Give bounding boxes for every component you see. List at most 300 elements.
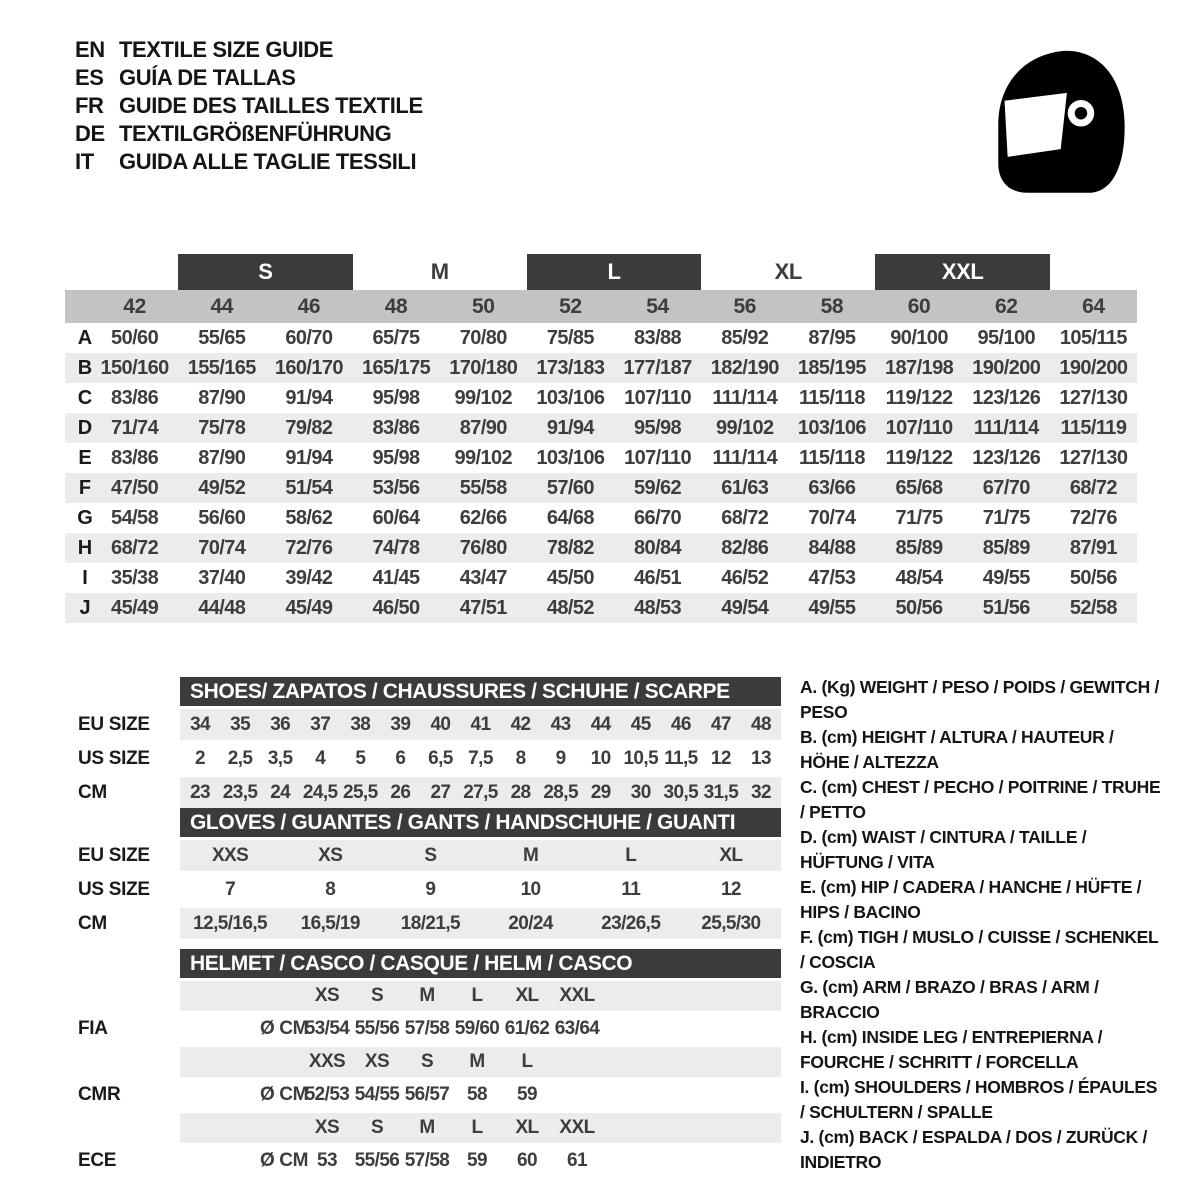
header-spacer [65, 290, 91, 323]
measurement-value: 74/78 [372, 536, 420, 559]
legend-entry: A. (Kg) WEIGHT / PESO / POIDS / GEWITCH / PESO [800, 677, 1160, 722]
measurement-row [65, 383, 1137, 413]
measurement-value: 103/106 [536, 446, 605, 469]
legend-entry: I. (cm) SHOULDERS / HOMBROS / ÉPAULES / SCHULTERN / SPALLE [800, 1077, 1158, 1122]
helmet-standard-row [65, 1080, 781, 1110]
size-column-label: 52 [559, 294, 582, 318]
measurement-letter: C [77, 386, 93, 409]
gloves-size-value: XXS [211, 844, 249, 866]
measurement-value: 107/110 [624, 446, 692, 469]
helmet-size-label: S [420, 1051, 434, 1072]
row-unit-label: CM [78, 912, 107, 934]
measurement-value: 62/66 [459, 506, 507, 529]
shoes-size-value: 6,5 [428, 747, 453, 769]
diameter-label: Ø CM [260, 1018, 309, 1039]
measurement-value: 45/50 [546, 566, 594, 589]
shoes-size-value: 31,5 [703, 781, 739, 803]
size-column-label: 44 [210, 294, 234, 318]
size-column-label: 56 [733, 294, 757, 318]
measurement-row [65, 413, 1137, 443]
measurement-letter: H [77, 536, 93, 559]
guide-title: GUÍA DE TALLAS [119, 65, 296, 90]
measurement-value: 91/94 [285, 446, 333, 469]
shoes-size-row [65, 743, 781, 774]
measurement-value: 45/49 [111, 596, 159, 619]
legend-entry: E. (cm) HIP / CADERA / HANCHE / HÜFTE / HIPS / BACINO [800, 877, 1142, 922]
standard-label: CMR [78, 1084, 121, 1105]
guide-title: GUIDE DES TAILLES TEXTILE [119, 93, 423, 118]
diameter-label: Ø CM [260, 1084, 309, 1105]
gloves-size-value: 8 [325, 878, 336, 900]
gloves-size-value: 7 [225, 878, 236, 900]
measurement-value: 46/51 [634, 566, 682, 589]
helmet-size-label: XXL [559, 985, 595, 1006]
shoes-size-value: 7,5 [468, 747, 493, 769]
measurement-value: 37/40 [198, 566, 246, 589]
size-column-label: 50 [471, 294, 495, 318]
shoes-size-value: 28 [510, 781, 531, 803]
measurement-value: 65/75 [372, 326, 420, 349]
shoes-size-value: 34 [190, 713, 210, 735]
language-code: FR [75, 93, 104, 118]
measurement-value: 50/56 [895, 596, 943, 619]
measurement-value: 87/90 [198, 386, 246, 409]
measurement-value: 71/75 [895, 506, 943, 529]
measurement-value: 187/198 [885, 356, 954, 379]
shoes-size-value: 35 [230, 713, 251, 735]
shoes-size-value: 40 [430, 713, 451, 735]
shoes-size-value: 41 [470, 713, 491, 735]
measurement-value: 85/89 [982, 536, 1030, 559]
measurement-value: 105/115 [1059, 326, 1127, 349]
shoes-size-value: 47 [710, 713, 731, 735]
measurement-value: 57/60 [546, 476, 594, 499]
language-code: DE [75, 121, 105, 146]
measurement-value: 111/114 [973, 416, 1039, 439]
shoes-size-value: 3,5 [267, 747, 293, 769]
measurement-value: 54/58 [111, 506, 159, 529]
size-column-label: 64 [1082, 294, 1105, 318]
measurement-letter: F [78, 476, 92, 499]
measurement-value: 63/66 [808, 476, 856, 499]
measurement-value: 50/60 [111, 326, 159, 349]
size-group-label: M [430, 259, 449, 284]
measurement-value: 44/48 [198, 596, 246, 619]
legend-entry: G. (cm) ARM / BRAZO / BRAS / ARM / BRACCIO [800, 977, 1099, 1022]
language-code: EN [75, 37, 105, 62]
measurement-value: 55/58 [459, 476, 507, 499]
measurement-value: 111/114 [712, 446, 778, 469]
gloves-size-row [65, 874, 781, 905]
measurement-value: 47/53 [808, 566, 856, 589]
helmet-diameter-value: 61 [567, 1150, 587, 1171]
measurement-value: 64/68 [546, 506, 594, 529]
measurement-value: 61/63 [721, 476, 769, 499]
shoes-size-value: 5 [355, 747, 366, 769]
measurement-value: 68/72 [111, 536, 159, 559]
helmet-size-label: XS [364, 1051, 390, 1072]
row-label-spacer [65, 1047, 180, 1077]
shoes-size-value: 42 [510, 713, 531, 735]
measurement-value: 165/175 [362, 356, 431, 379]
measurement-value: 123/126 [972, 446, 1041, 469]
measurement-value: 90/100 [890, 326, 948, 349]
measurement-value: 79/82 [285, 416, 333, 439]
shoes-size-value: 26 [390, 781, 411, 803]
shoes-size-value: 28,5 [543, 781, 578, 803]
size-group-label: S [178, 254, 352, 290]
measurement-value: 65/68 [895, 476, 943, 499]
helmet-size-label: L [521, 1051, 533, 1072]
shoes-size-row [65, 709, 781, 740]
measurement-value: 111/114 [712, 386, 778, 409]
measurement-row [65, 473, 1137, 503]
measurement-value: 71/75 [982, 506, 1030, 529]
helmet-diameter-value: 57/58 [404, 1018, 450, 1039]
measurement-letter: A [77, 326, 93, 349]
measurement-value: 91/94 [285, 386, 333, 409]
helmet-standard-row [65, 1014, 781, 1044]
measurement-row [65, 563, 1137, 593]
measurement-value: 155/165 [187, 356, 256, 379]
helmet-size-label: M [419, 985, 435, 1006]
measurement-value: 70/74 [808, 506, 856, 529]
measurement-letter: B [77, 356, 93, 379]
shoes-size-value: 44 [590, 713, 611, 735]
shoes-size-value: 27 [430, 781, 451, 803]
diameter-label: Ø CM [260, 1150, 309, 1171]
measurement-value: 47/51 [459, 596, 507, 619]
legend-entry: J. (cm) BACK / ESPALDA / DOS / ZURÜCK / INDIETRO [800, 1127, 1148, 1172]
measurement-value: 85/92 [721, 326, 769, 349]
guide-title: TEXTILGRÖßENFÜHRUNG [119, 121, 392, 146]
language-title-row [75, 148, 423, 176]
shoes-size-value: 29 [590, 781, 611, 803]
measurement-row [65, 503, 1137, 533]
row-label-spacer [65, 981, 180, 1011]
measurement-letter: E [78, 446, 92, 469]
gloves-size-value: 16,5/19 [300, 912, 360, 934]
helmet-diameter-value: 52/53 [304, 1084, 350, 1105]
measurement-value: 83/86 [372, 416, 420, 439]
helmet-diameter-value: 61/62 [504, 1018, 550, 1039]
measurement-value: 70/74 [198, 536, 246, 559]
measurement-value: 119/122 [885, 386, 953, 409]
measurement-value: 47/50 [111, 476, 159, 499]
measurement-value: 103/106 [536, 386, 605, 409]
shoes-size-value: 38 [350, 713, 371, 735]
shoes-size-value: 2 [195, 747, 206, 769]
measurement-value: 50/56 [1069, 566, 1117, 589]
helmet-diameter-value: 57/58 [404, 1150, 450, 1171]
measurement-value: 95/98 [372, 386, 420, 409]
measurement-value: 60/70 [285, 326, 333, 349]
shoes-size-value: 4 [315, 747, 326, 769]
measurement-value: 185/195 [797, 356, 866, 379]
measurement-value: 66/70 [634, 506, 682, 529]
legend-entry: H. (cm) INSIDE LEG / ENTREPIERNA / FOURCHE / SCHRITT / FORCELLA [800, 1027, 1103, 1072]
measurement-value: 95/98 [634, 416, 682, 439]
shoes-size-value: 30 [630, 781, 651, 803]
helmet-standard-block [65, 981, 781, 1044]
measurement-value: 127/130 [1059, 386, 1128, 409]
shoes-size-table [65, 677, 781, 808]
measurement-value: 87/91 [1069, 536, 1117, 559]
measurement-letter: I [82, 566, 88, 589]
apparel-size-table [65, 254, 1137, 623]
shoes-size-value: 23 [190, 781, 210, 803]
size-column-label: 54 [646, 294, 669, 318]
measurement-value: 67/70 [982, 476, 1030, 499]
guide-title: GUIDA ALLE TAGLIE TESSILI [119, 149, 417, 174]
gloves-size-row [65, 908, 781, 939]
measurement-value: 127/130 [1059, 446, 1128, 469]
helmet-size-label: S [370, 985, 384, 1006]
helmet-diameter-value: 55/56 [354, 1150, 400, 1171]
measurement-value: 87/90 [459, 416, 507, 439]
helmet-diameter-value: 59 [517, 1084, 537, 1105]
shoes-size-value: 37 [310, 713, 331, 735]
size-group-label: L [527, 254, 701, 290]
measurement-value: 150/160 [100, 356, 169, 379]
measurement-letter: D [77, 416, 93, 439]
size-group-label: XL [774, 259, 802, 284]
measurement-value: 53/56 [372, 476, 420, 499]
legend-entry: C. (cm) CHEST / PECHO / POITRINE / TRUHE / PETTO [800, 777, 1161, 822]
language-title-row [75, 36, 423, 64]
measurement-value: 115/118 [798, 386, 865, 409]
measurement-value: 70/80 [459, 326, 507, 349]
measurement-value: 190/200 [972, 356, 1041, 379]
measurement-value: 123/126 [972, 386, 1041, 409]
measurement-value: 177/187 [623, 356, 692, 379]
shoes-size-value: 10 [590, 747, 611, 769]
measurement-value: 46/52 [721, 566, 769, 589]
shoes-size-value: 8 [515, 747, 526, 769]
gloves-size-value: M [522, 844, 539, 866]
measurement-value: 75/78 [198, 416, 246, 439]
measurement-value: 48/52 [546, 596, 594, 619]
standard-label: ECE [78, 1150, 117, 1171]
measurement-value: 49/55 [808, 596, 856, 619]
measurement-value: 82/86 [721, 536, 769, 559]
gloves-size-value: 25,5/30 [701, 912, 761, 934]
helmet-size-label: XXS [308, 1051, 346, 1072]
gloves-size-value: XL [719, 844, 743, 866]
measurement-value: 51/54 [285, 476, 333, 499]
diameter-spacer [180, 1047, 302, 1077]
helmet-size-label: XS [314, 985, 340, 1006]
diameter-spacer [180, 1113, 302, 1143]
helmet-diameter-value: 60 [517, 1150, 537, 1171]
measurement-value: 170/180 [449, 356, 518, 379]
measurement-value: 52/58 [1069, 596, 1117, 619]
shoes-size-value: 30,5 [663, 781, 699, 803]
measurement-value: 115/119 [1060, 416, 1127, 439]
shoes-size-value: 24,5 [302, 781, 338, 803]
gloves-size-value: 20/24 [508, 912, 553, 934]
racing-helmet-icon [978, 36, 1134, 206]
helmet-size-label: L [471, 1117, 483, 1138]
measurement-value: 55/65 [198, 326, 246, 349]
helmet-size-table [65, 949, 781, 1176]
measurement-value: 71/74 [111, 416, 159, 439]
measurement-legend [800, 675, 1162, 1175]
measurement-value: 75/85 [546, 326, 594, 349]
measurement-value: 68/72 [721, 506, 769, 529]
helmet-diameter-value: 53/54 [304, 1018, 350, 1039]
shoes-size-value: 2,5 [227, 747, 253, 769]
measurement-value: 91/94 [546, 416, 594, 439]
gloves-size-value: S [424, 844, 437, 866]
guide-title: TEXTILE SIZE GUIDE [119, 37, 334, 62]
language-title-row [75, 64, 423, 92]
shoes-size-value: 9 [555, 747, 566, 769]
helmet-size-header-row [65, 1113, 781, 1143]
shoes-size-value: 13 [750, 747, 771, 769]
shoes-size-value: 10,5 [623, 747, 659, 769]
helmet-size-label: XS [314, 1117, 340, 1138]
language-code: ES [75, 65, 104, 90]
measurement-value: 48/54 [895, 566, 943, 589]
gloves-table-title: GLOVES / GUANTES / GANTS / HANDSCHUHE / GUANTI [180, 808, 781, 837]
measurement-value: 83/86 [111, 386, 159, 409]
measurement-value: 48/53 [634, 596, 682, 619]
measurement-value: 58/62 [285, 506, 333, 529]
gloves-size-value: 9 [425, 878, 436, 900]
size-column-label: 62 [994, 294, 1018, 318]
row-label-spacer [65, 1113, 180, 1143]
shoes-size-value: 45 [630, 713, 651, 735]
gloves-size-value: L [625, 844, 637, 866]
accessory-size-tables [65, 677, 781, 1176]
gloves-size-value: 23/26,5 [601, 912, 661, 934]
helmet-standard-block [65, 1047, 781, 1110]
measurement-value: 182/190 [710, 356, 779, 379]
measurement-value: 87/90 [198, 446, 246, 469]
helmet-size-label: XXL [559, 1117, 595, 1138]
shoes-size-value: 25,5 [343, 781, 378, 803]
measurement-value: 59/62 [634, 476, 682, 499]
shoes-size-value: 39 [390, 713, 411, 735]
measurement-value: 68/72 [1069, 476, 1117, 499]
language-title-list [75, 36, 423, 176]
shoes-size-value: 23,5 [222, 781, 258, 803]
measurement-row [65, 593, 1137, 623]
shoes-size-row [65, 777, 781, 808]
helmet-diameter-value: 56/57 [404, 1084, 450, 1105]
legend-entry: D. (cm) WAIST / CINTURA / TAILLE / HÜFTUNG / VITA [800, 827, 1087, 872]
row-unit-label: US SIZE [78, 878, 150, 900]
gloves-size-row [65, 840, 781, 871]
row-unit-label: EU SIZE [78, 713, 150, 735]
helmet-size-label: M [419, 1117, 435, 1138]
size-column-label: 58 [820, 294, 844, 318]
helmet-diameter-value: 59 [467, 1150, 487, 1171]
shoes-size-value: 43 [550, 713, 571, 735]
shoes-size-value: 11,5 [664, 747, 698, 769]
gloves-size-value: 11 [621, 878, 641, 900]
size-column-label: 46 [297, 294, 321, 318]
gloves-size-value: 12 [720, 878, 741, 900]
helmet-size-label: S [370, 1117, 384, 1138]
helmet-diameter-value: 58 [467, 1084, 487, 1105]
numeric-size-header-row [65, 290, 1137, 323]
helmet-size-header-row [65, 1047, 781, 1077]
legend-entry: F. (cm) TIGH / MUSLO / CUISSE / SCHENKEL / COSCIA [800, 927, 1159, 972]
measurement-value: 173/183 [536, 356, 605, 379]
helmet-diameter-value: 63/64 [554, 1018, 600, 1039]
shoes-size-value: 36 [270, 713, 291, 735]
measurement-value: 85/89 [895, 536, 943, 559]
shoes-size-value: 46 [670, 713, 691, 735]
shoes-size-value: 48 [750, 713, 771, 735]
measurement-value: 39/42 [285, 566, 333, 589]
measurement-value: 46/50 [372, 596, 420, 619]
legend-entry: B. (cm) HEIGHT / ALTURA / HAUTEUR / HÖHE / ALTEZZA [800, 727, 1114, 772]
measurement-value: 72/76 [285, 536, 333, 559]
size-group-header-row [65, 254, 1137, 290]
measurement-value: 119/122 [885, 446, 953, 469]
measurement-value: 60/64 [372, 506, 420, 529]
measurement-row [65, 533, 1137, 563]
language-title-row [75, 92, 423, 120]
gloves-size-value: 10 [520, 878, 541, 900]
gloves-size-value: 18/21,5 [400, 912, 460, 934]
measurement-letter: J [79, 596, 91, 619]
helmet-diameter-value: 53 [317, 1150, 337, 1171]
gloves-size-table [65, 808, 781, 939]
row-unit-label: CM [78, 781, 107, 803]
measurement-value: 56/60 [198, 506, 246, 529]
row-unit-label: US SIZE [78, 747, 150, 769]
shoes-size-value: 27,5 [463, 781, 498, 803]
gloves-size-value: XS [318, 844, 343, 866]
measurement-value: 95/98 [372, 446, 420, 469]
gloves-size-value: 12,5/16,5 [193, 912, 267, 934]
shoes-size-value: 32 [750, 781, 771, 803]
measurement-value: 49/52 [198, 476, 246, 499]
shoes-size-value: 12 [710, 747, 731, 769]
measurement-value: 99/102 [454, 386, 513, 409]
measurement-value: 49/55 [982, 566, 1030, 589]
measurement-value: 78/82 [546, 536, 594, 559]
measurement-value: 41/45 [372, 566, 420, 589]
row-unit-label: EU SIZE [78, 844, 150, 866]
measurement-value: 51/56 [982, 596, 1030, 619]
helmet-standard-row [65, 1146, 781, 1176]
measurement-value: 190/200 [1059, 356, 1128, 379]
diameter-spacer [180, 981, 302, 1011]
size-column-label: 48 [384, 294, 408, 318]
shoes-size-value: 24 [270, 781, 291, 803]
measurement-value: 45/49 [285, 596, 333, 619]
helmet-standard-block [65, 1113, 781, 1176]
measurement-value: 80/84 [634, 536, 682, 559]
helmet-size-label: XL [515, 985, 539, 1006]
helmet-size-label: L [471, 985, 483, 1006]
measurement-value: 99/102 [715, 416, 774, 439]
measurement-value: 76/80 [459, 536, 507, 559]
language-code: IT [75, 149, 94, 174]
measurement-value: 72/76 [1069, 506, 1117, 529]
measurement-value: 83/88 [634, 326, 682, 349]
measurement-value: 160/170 [274, 356, 343, 379]
measurement-row [65, 443, 1137, 473]
size-column-label: 60 [907, 294, 931, 318]
shoes-table-title: SHOES/ ZAPATOS / CHAUSSURES / SCHUHE / SCARPE [180, 677, 781, 706]
measurement-value: 35/38 [111, 566, 159, 589]
